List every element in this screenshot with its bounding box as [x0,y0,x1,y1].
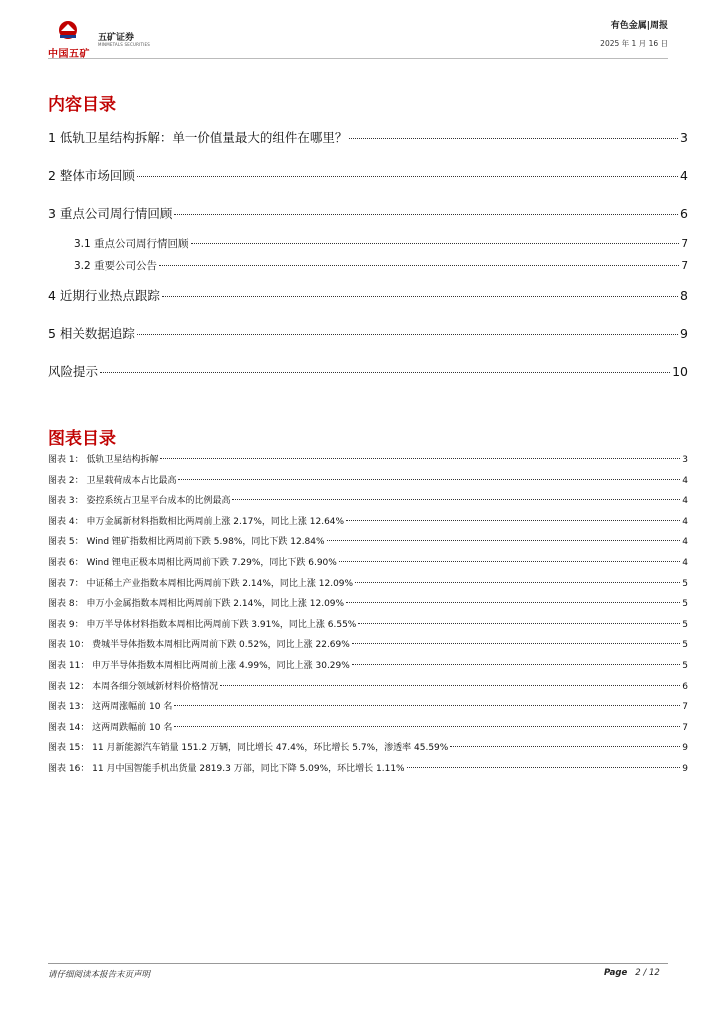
figures-title: 图表目录 [48,429,116,449]
entry-label: 3 重点公司周行情回顾 [48,206,173,221]
figure-entry[interactable] [48,697,688,718]
header-divider [48,58,668,59]
figures-list [48,450,688,780]
dot-leader [137,334,678,335]
entry-page-number: 5 [682,599,688,610]
dot-leader [358,623,680,624]
toc-entry[interactable] [48,195,688,233]
entry-page-number: 4 [680,168,688,183]
entry-page-number: 8 [680,288,688,303]
entry-page-number: 6 [680,206,688,221]
toc-list [48,119,688,391]
footer-disclaimer: 请仔细阅读本报告末页声明 [48,970,151,980]
dot-leader [339,561,680,562]
dot-leader [352,643,680,644]
figure-entry[interactable] [48,594,688,615]
entry-label: 4 近期行业热点跟踪 [48,288,160,303]
entry-page-number: 7 [681,260,688,272]
entry-page-number: 5 [682,640,688,651]
entry-page-number: 5 [682,578,688,589]
dot-leader [355,582,680,583]
entry-label: 图表 10： 费城半导体指数本周相比两周前下跌 0.52%，同比上涨 22.69% [48,640,350,651]
toc-entry[interactable] [48,315,688,353]
figure-entry[interactable] [48,718,688,739]
dot-leader [450,746,680,747]
footer-divider [48,963,668,964]
entry-label: 图表 13： 这两周涨幅前 10 名 [48,702,173,713]
entry-page-number: 10 [672,364,688,379]
entry-label: 图表 3： 姿控系统占卫星平台成本的比例最高 [48,496,231,507]
figure-entry[interactable] [48,759,688,780]
dot-leader [220,685,680,686]
entry-page-number: 9 [682,763,688,774]
entry-label: 风险提示 [48,364,99,379]
logo-text-securities-en: MINMETALS SECURITIES [98,42,150,47]
dot-leader [352,664,680,665]
figure-entry[interactable] [48,635,688,656]
entry-page-number: 4 [682,516,688,527]
entry-page-number: 3 [682,455,688,465]
page-word: Page [604,968,628,978]
toc-entry[interactable] [48,255,688,277]
dot-leader [232,499,680,500]
entry-label: 图表 1： 低轨卫星结构拆解 [48,455,159,465]
entry-page-number: 4 [682,475,688,486]
entry-page-number: 9 [680,326,688,341]
toc-entry[interactable] [48,353,688,391]
report-date: 2025 年 1 月 16 日 [600,39,668,48]
header-right [600,18,668,49]
figure-entry[interactable] [48,471,688,492]
dot-leader [349,138,678,139]
entry-page-number: 9 [682,743,688,754]
entry-label: 图表 8： 申万小金属指数本周相比两周前下跌 2.14%，同比上涨 12.09% [48,599,345,610]
entry-page-number: 6 [682,681,688,692]
dot-leader [100,372,670,373]
entry-page-number: 5 [682,660,688,671]
entry-label: 5 相关数据追踪 [48,326,135,341]
entry-label: 图表 14： 这两周跌幅前 10 名 [48,722,173,733]
toc-entry[interactable] [48,233,688,255]
entry-page-number: 4 [682,557,688,568]
dot-leader [346,520,680,521]
page-header [48,18,668,58]
entry-label: 图表 5： Wind 锂矿指数相比两周前下跌 5.98%，同比下跌 12.84% [48,537,325,548]
entry-label: 图表 4： 申万金属新材料指数相比两周前上涨 2.17%，同比上涨 12.64% [48,516,345,527]
report-type: 有色金属|周报 [610,21,668,31]
dot-leader [191,243,680,244]
entry-page-number: 7 [681,238,688,250]
entry-page-number: 5 [682,619,688,630]
dot-leader [160,458,680,459]
entry-label: 3.2 重要公司公告 [74,260,158,272]
dot-leader [327,540,681,541]
dot-leader [174,726,680,727]
entry-label: 图表 7： 中证稀土产业指数本周相比两周前下跌 2.14%，同比上涨 12.09% [48,578,354,589]
figure-entry[interactable] [48,656,688,677]
toc-entry[interactable] [48,157,688,195]
figure-entry[interactable] [48,677,688,698]
figure-entry[interactable] [48,574,688,595]
dot-leader [137,176,678,177]
entry-label: 图表 16： 11 月中国智能手机出货量 2819.3 万部，同比下降 5.09%，环比增长 1.11% [48,763,405,774]
dot-leader [407,767,681,768]
logo-text-securities: 五矿证券 [98,33,135,43]
dot-leader [346,602,680,603]
figure-entry[interactable] [48,553,688,574]
entry-label: 图表 9： 申万半导体材料指数本周相比两周前下跌 3.91%，同比上涨 6.55% [48,619,357,630]
entry-label: 图表 12： 本周各细分领域新材料价格情况 [48,681,219,692]
entry-page-number: 4 [682,537,688,548]
entry-label: 图表 15： 11 月新能源汽车销量 151.2 万辆，同比增长 47.4%，环比增长 5.7%，渗透率 45.59% [48,743,449,754]
logo-text-cn: 中国五矿 [48,49,90,60]
figure-entry[interactable] [48,450,688,471]
toc-entry[interactable] [48,119,688,157]
dot-leader [174,705,680,706]
page-number: 2 / 12 [635,968,660,978]
figure-entry[interactable] [48,491,688,512]
toc-title: 内容目录 [48,95,116,115]
entry-label: 3.1 重点公司周行情回顾 [74,238,189,250]
footer-page [604,968,660,978]
figure-entry[interactable] [48,615,688,636]
entry-page-number: 4 [682,496,688,507]
entry-label: 图表 6： Wind 锂电正极本周相比两周前下跌 7.29%，同比下跌 6.90% [48,557,337,568]
entry-label: 图表 11： 申万半导体指数本周相比两周前上涨 4.99%，同比上涨 30.29% [48,660,350,671]
dot-leader [174,214,678,215]
entry-label: 图表 2： 卫星载荷成本占比最高 [48,475,177,486]
entry-page-number: 3 [680,130,688,145]
entry-page-number: 7 [682,722,688,733]
figure-entry[interactable] [48,532,688,553]
dot-leader [159,265,679,266]
entry-label: 2 整体市场回顾 [48,168,135,183]
entry-label: 1 低轨卫星结构拆解：单一价值量最大的组件在哪里？ [48,130,348,145]
toc-entry[interactable] [48,277,688,315]
figure-entry[interactable] [48,512,688,533]
dot-leader [178,479,680,480]
entry-page-number: 7 [682,702,688,713]
figure-entry[interactable] [48,738,688,759]
dot-leader [162,296,678,297]
